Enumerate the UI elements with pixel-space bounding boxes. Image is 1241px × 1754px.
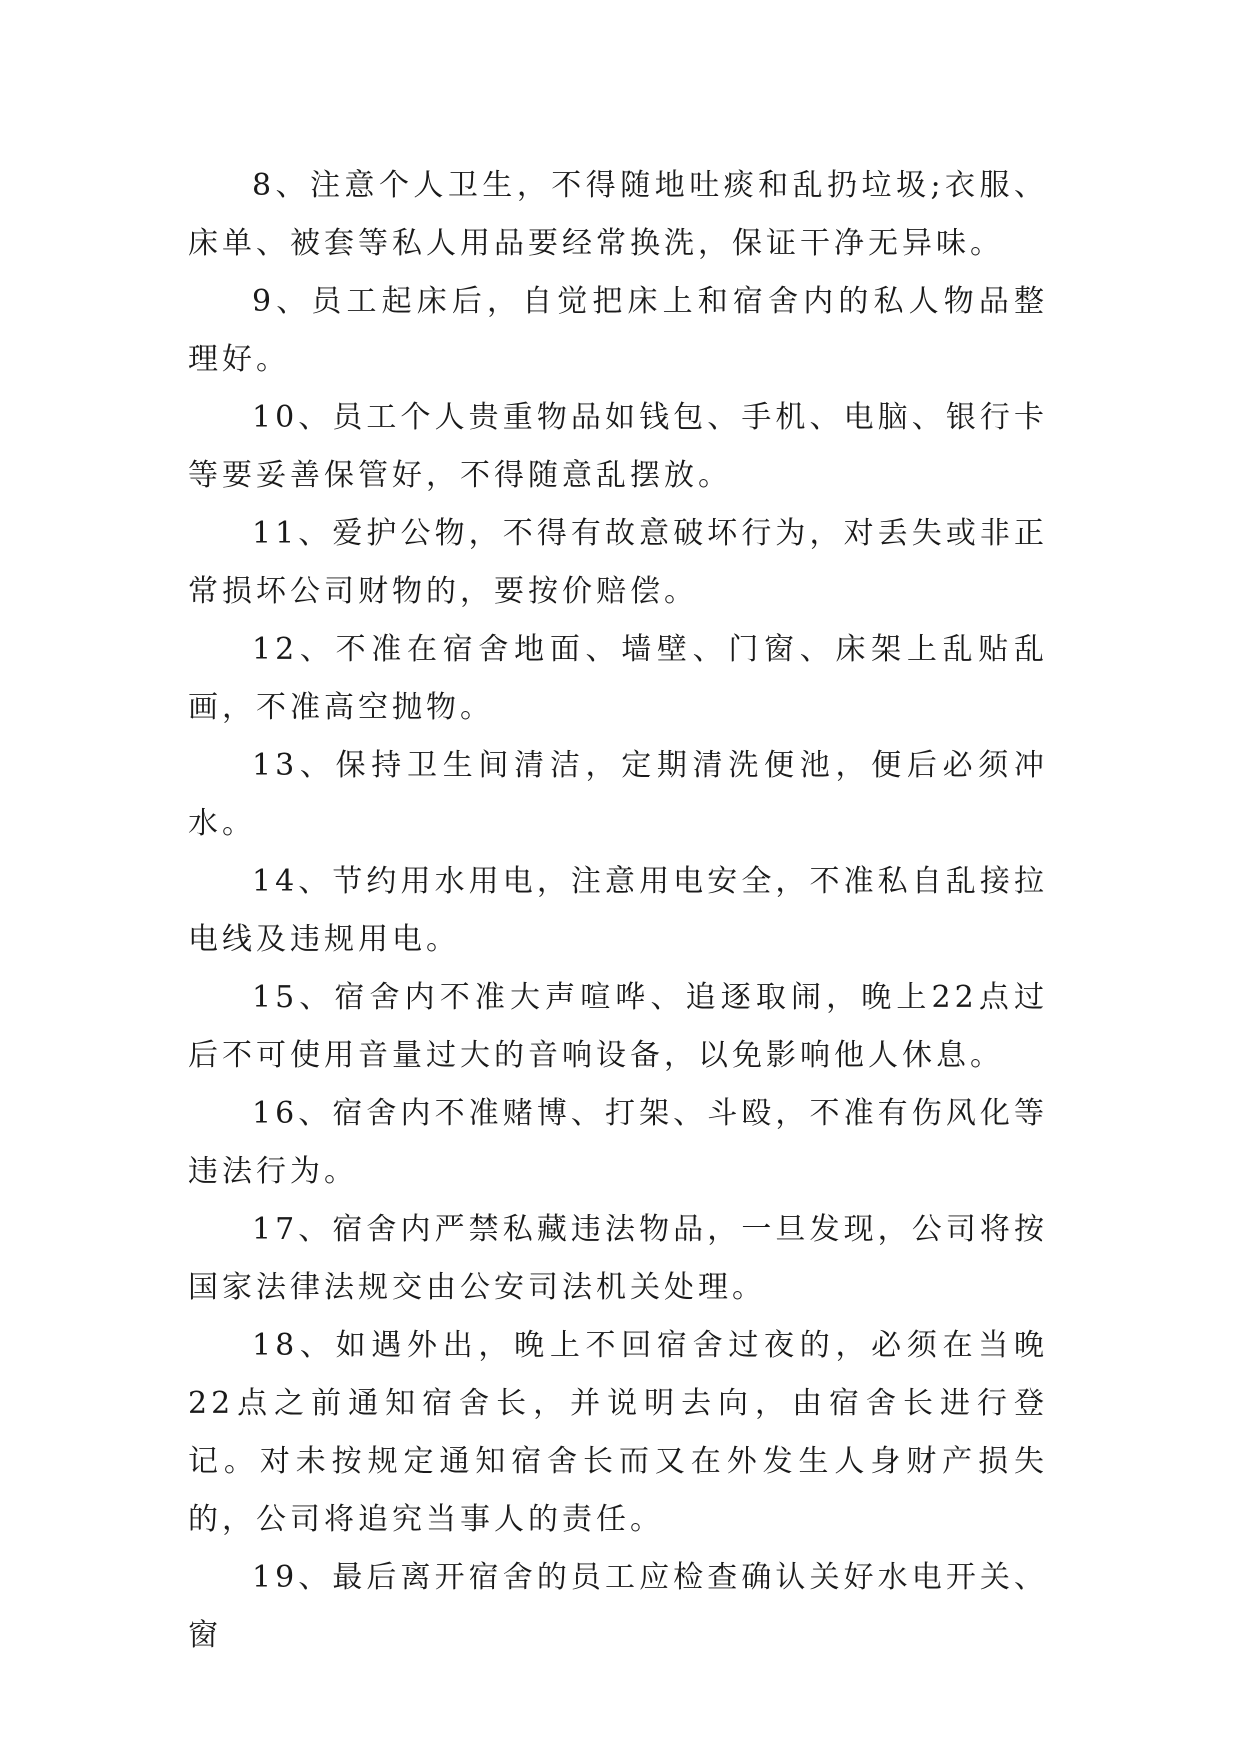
rule-paragraph-16: 16、宿舍内不准赌博、打架、斗殴，不准有伤风化等违法行为。 (188, 1096, 1048, 1189)
rule-paragraph-14: 14、节约用水用电，注意用电安全，不准私自乱接拉电线及违规用电。 (188, 864, 1048, 957)
rule-paragraph-8: 8、注意个人卫生，不得随地吐痰和乱扔垃圾;衣服、床单、被套等私人用品要经常换洗，保证干净无异味。 (188, 168, 1048, 261)
rule-paragraph-17: 17、宿舍内严禁私藏违法物品，一旦发现，公司将按国家法律法规交由公安司法机关处理。 (188, 1212, 1048, 1305)
rule-paragraph-12: 12、不准在宿舍地面、墙壁、门窗、床架上乱贴乱画，不准高空抛物。 (188, 632, 1048, 725)
rule-paragraph-9: 9、员工起床后，自觉把床上和宿舍内的私人物品整理好。 (188, 284, 1048, 377)
rule-paragraph-19: 19、最后离开宿舍的员工应检查确认关好水电开关、窗 (188, 1560, 1048, 1653)
document-body (188, 157, 1048, 1665)
rule-paragraph-13: 13、保持卫生间清洁，定期清洗便池，便后必须冲水。 (188, 748, 1048, 841)
rule-paragraph-18: 18、如遇外出，晚上不回宿舍过夜的，必须在当晚22点之前通知宿舍长，并说明去向，由宿舍长进行登记。对未按规定通知宿舍长而又在外发生人身财产损失的，公司将追究当事人的责任。 (188, 1328, 1048, 1537)
rule-paragraph-10: 10、员工个人贵重物品如钱包、手机、电脑、银行卡等要妥善保管好，不得随意乱摆放。 (188, 400, 1048, 493)
rule-paragraph-15: 15、宿舍内不准大声喧哗、追逐取闹，晚上22点过后不可使用音量过大的音响设备，以免影响他人休息。 (188, 980, 1048, 1073)
rule-paragraph-11: 11、爱护公物，不得有故意破坏行为，对丢失或非正常损坏公司财物的，要按价赔偿。 (188, 516, 1048, 609)
